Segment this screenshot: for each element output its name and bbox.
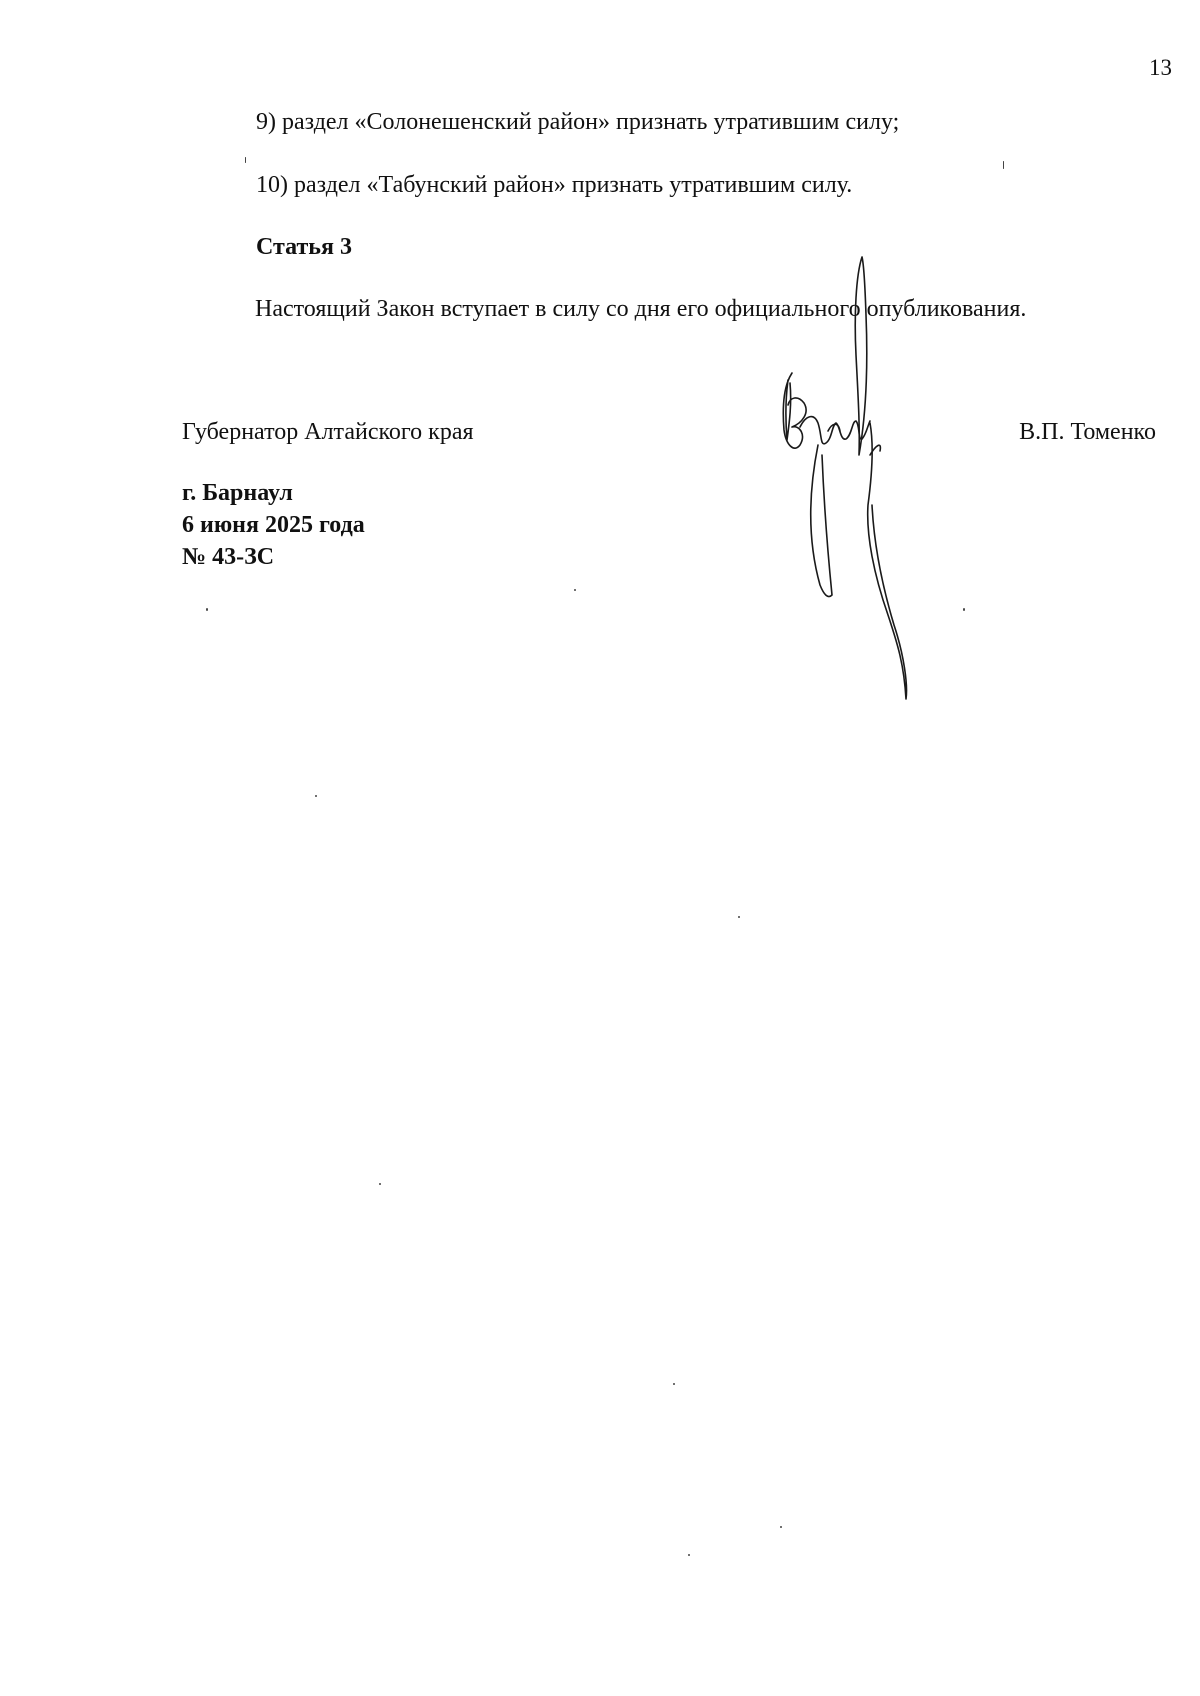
scan-speck <box>315 795 317 797</box>
scan-speck <box>245 157 246 163</box>
page-number: 13 <box>1149 55 1172 80</box>
article-body: Настоящий Закон вступает в силу со дня его официального опубликования. <box>255 296 1027 322</box>
scan-speck <box>673 1383 675 1385</box>
signer-title: Губернатор Алтайского края <box>182 419 474 445</box>
list-item-9: 9) раздел «Солонешенский район» признать утратившим силу; <box>256 109 900 135</box>
scan-speck <box>1003 161 1004 169</box>
place-date-block <box>182 477 365 573</box>
signer-name: В.П. Томенко <box>1019 419 1156 445</box>
scan-speck <box>780 1526 782 1528</box>
scan-speck <box>688 1554 690 1556</box>
article-heading: Статья 3 <box>256 234 352 260</box>
city: г. Барнаул <box>182 480 293 506</box>
scan-speck <box>738 916 740 918</box>
scan-speck <box>574 589 576 591</box>
scan-speck <box>379 1183 381 1185</box>
list-item-10: 10) раздел «Табунский район» признать утратившим силу. <box>256 172 853 198</box>
law-number: № 43-ЗС <box>182 544 275 570</box>
handwritten-signature <box>770 255 950 705</box>
scan-speck <box>206 608 208 611</box>
scan-speck <box>963 608 965 611</box>
date: 6 июня 2025 года <box>182 512 365 538</box>
